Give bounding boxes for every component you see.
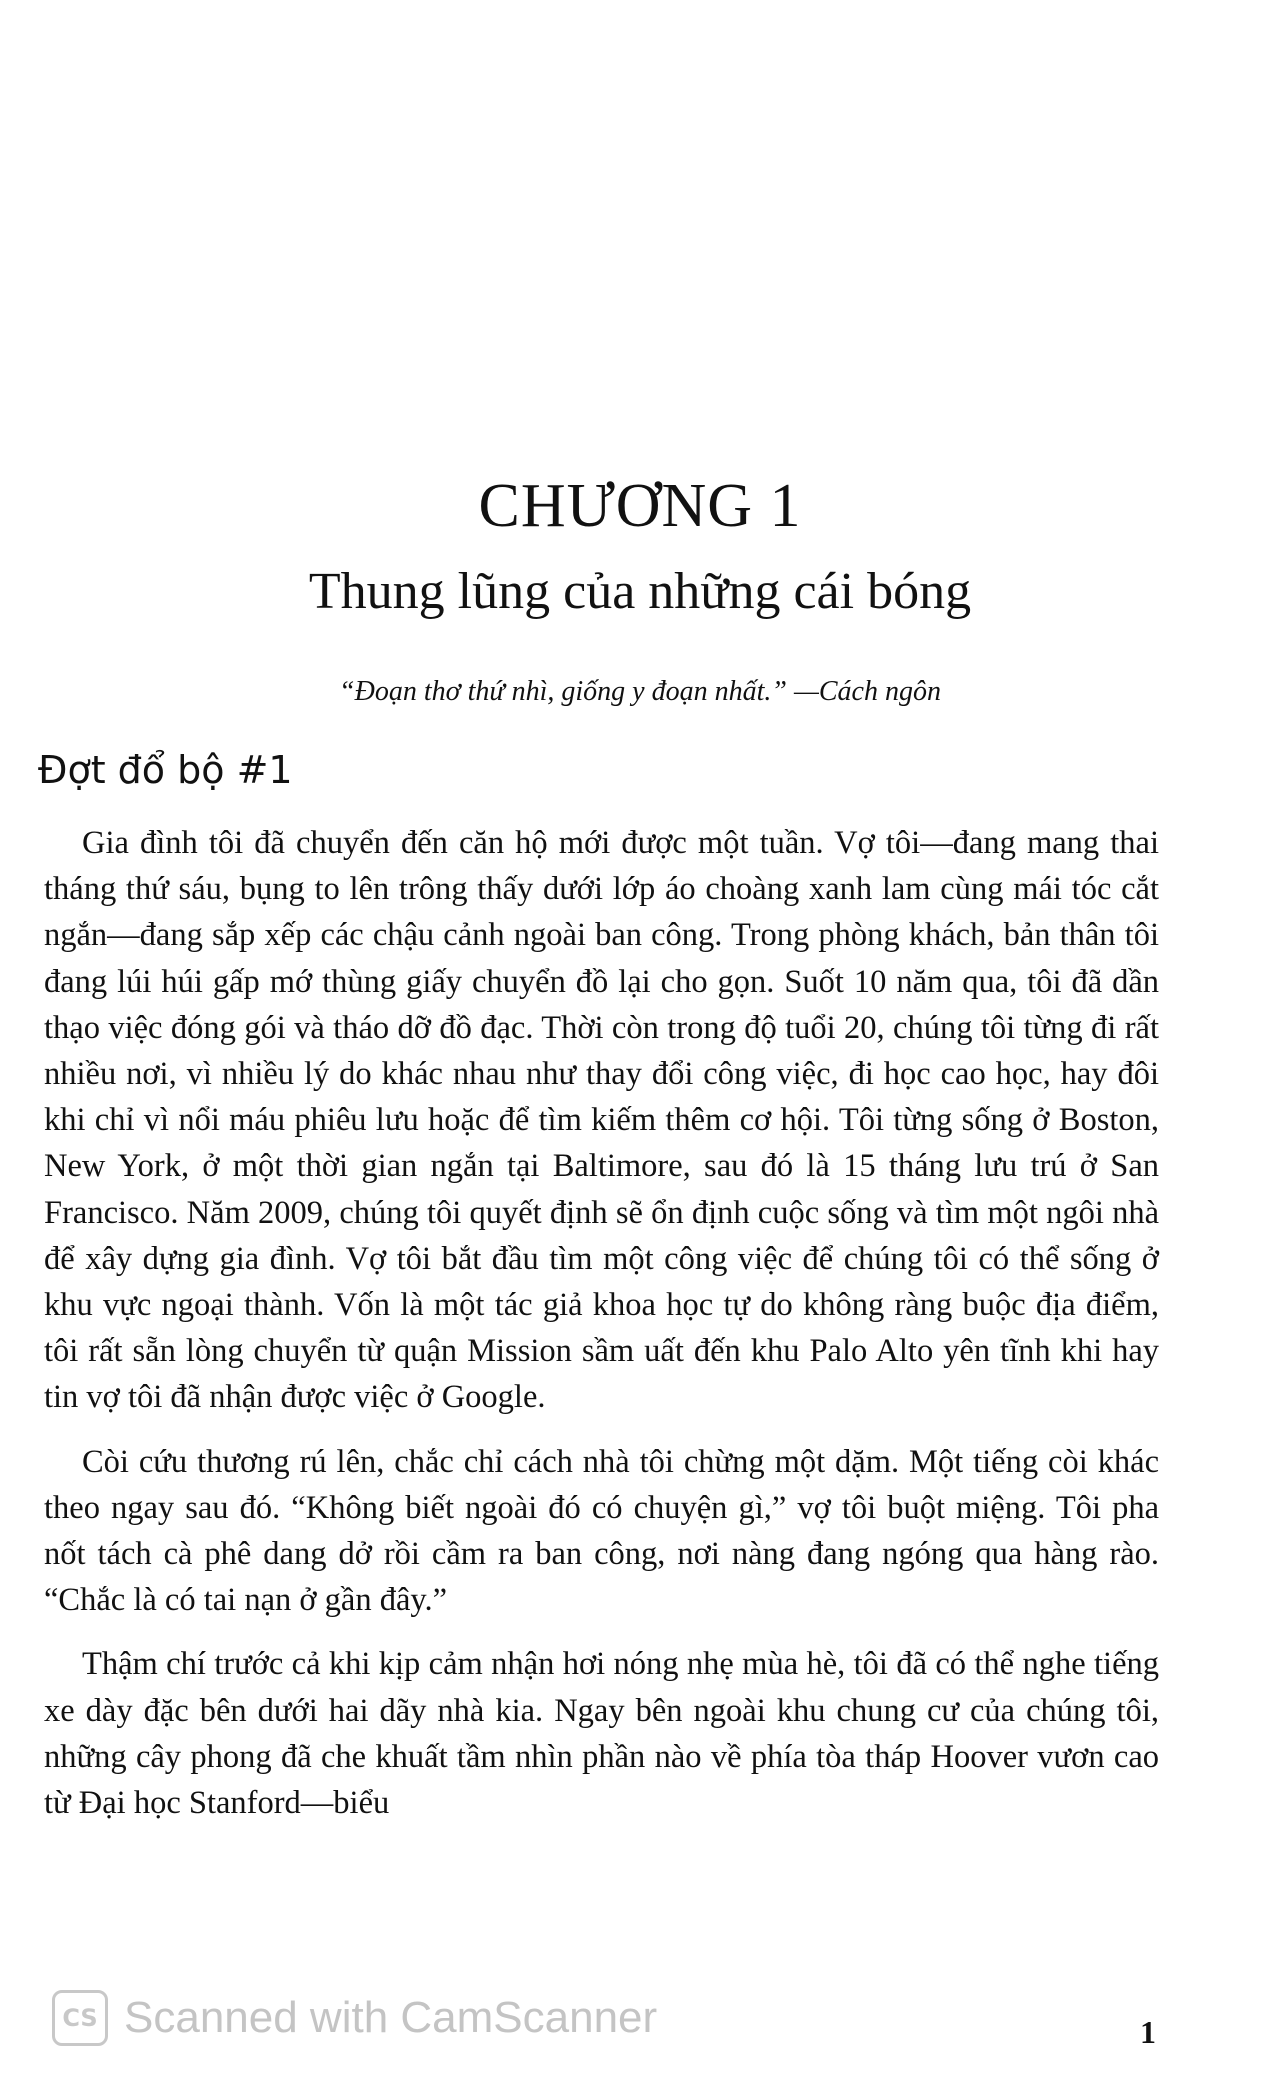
camscanner-logo-icon: CS: [52, 1990, 108, 2046]
watermark-text: Scanned with CamScanner: [124, 1993, 658, 2042]
chapter-title: Thung lũng của những cái bóng: [308, 563, 972, 620]
paragraph: Gia đình tôi đã chuyển đến căn hộ mới được một tuần. Vợ tôi—đang mang thai tháng thứ sáu, bụng to lên trông thấy dưới lớp áo choàng xanh lam cùng mái tóc cắt ngắn—đang sắp xếp các chậu cảnh ngoài ban công. Trong phòng khách, bản thân tôi đang lúi húi gấp mớ thùng giấy chuyển đồ lại cho gọn. Suốt 10 năm qua, tôi đã dần thạo việc đóng gói và tháo dỡ đồ đạc. Thời còn trong độ tuổi 20, chúng tôi từng đi rất nhiều nơi, vì nhiều lý do khác nhau như thay đổi công việc, đi học cao học, hay đôi khi chỉ vì nổi máu phiêu lưu hoặc để tìm kiếm thêm cơ hội. Tôi từng sống ở Boston, New York, ở một thời gian ngắn tại Baltimore, sau đó là 15 tháng lưu trú ở San Francisco. Năm 2009, chúng tôi quyết định sẽ ổn định cuộc sống và tìm một ngôi nhà để xây dựng gia đình. Vợ tôi bắt đầu tìm một công việc để chúng tôi có thể sống ở khu vực ngoại thành. Vốn là một tác giả khoa học tự do không ràng buộc địa điểm, tôi rất sẵn lòng chuyển từ quận Mission sầm uất đến khu Palo Alto yên tĩnh khi hay tin vợ tôi đã nhận được việc ở Google.: [44, 825, 1159, 1416]
epigraph: “Đoạn thơ thứ nhì, giống y đoạn nhất.” —Cách ngôn: [339, 676, 941, 707]
section-heading: Đợt đổ bộ #1: [38, 748, 293, 792]
chapter-number: CHƯƠNG 1: [478, 472, 802, 540]
paragraph: Thậm chí trước cả khi kịp cảm nhận hơi nóng nhẹ mùa hè, tôi đã có thể nghe tiếng xe dày đặc bên dưới hai dãy nhà kia. Ngay bên ngoài khu chung cư của chúng tôi, những cây phong đã che khuất tầm nhìn phần nào về phía tòa tháp Hoover vươn cao từ Đại học Stanford—biểu: [44, 1646, 1159, 1822]
camscanner-watermark: [52, 1990, 657, 2046]
body-text: [44, 820, 1159, 1844]
page-number: 1: [1140, 2014, 1156, 2050]
paragraph: Còi cứu thương rú lên, chắc chỉ cách nhà tôi chừng một dặm. Một tiếng còi khác theo ngay sau đó. “Không biết ngoài đó có chuyện gì,” vợ tôi buột miệng. Tôi pha nốt tách cà phê dang dở rồi cầm ra ban công, nơi nàng đang ngóng qua hàng rào. “Chắc là có tai nạn ở gần đây.”: [44, 1443, 1159, 1619]
